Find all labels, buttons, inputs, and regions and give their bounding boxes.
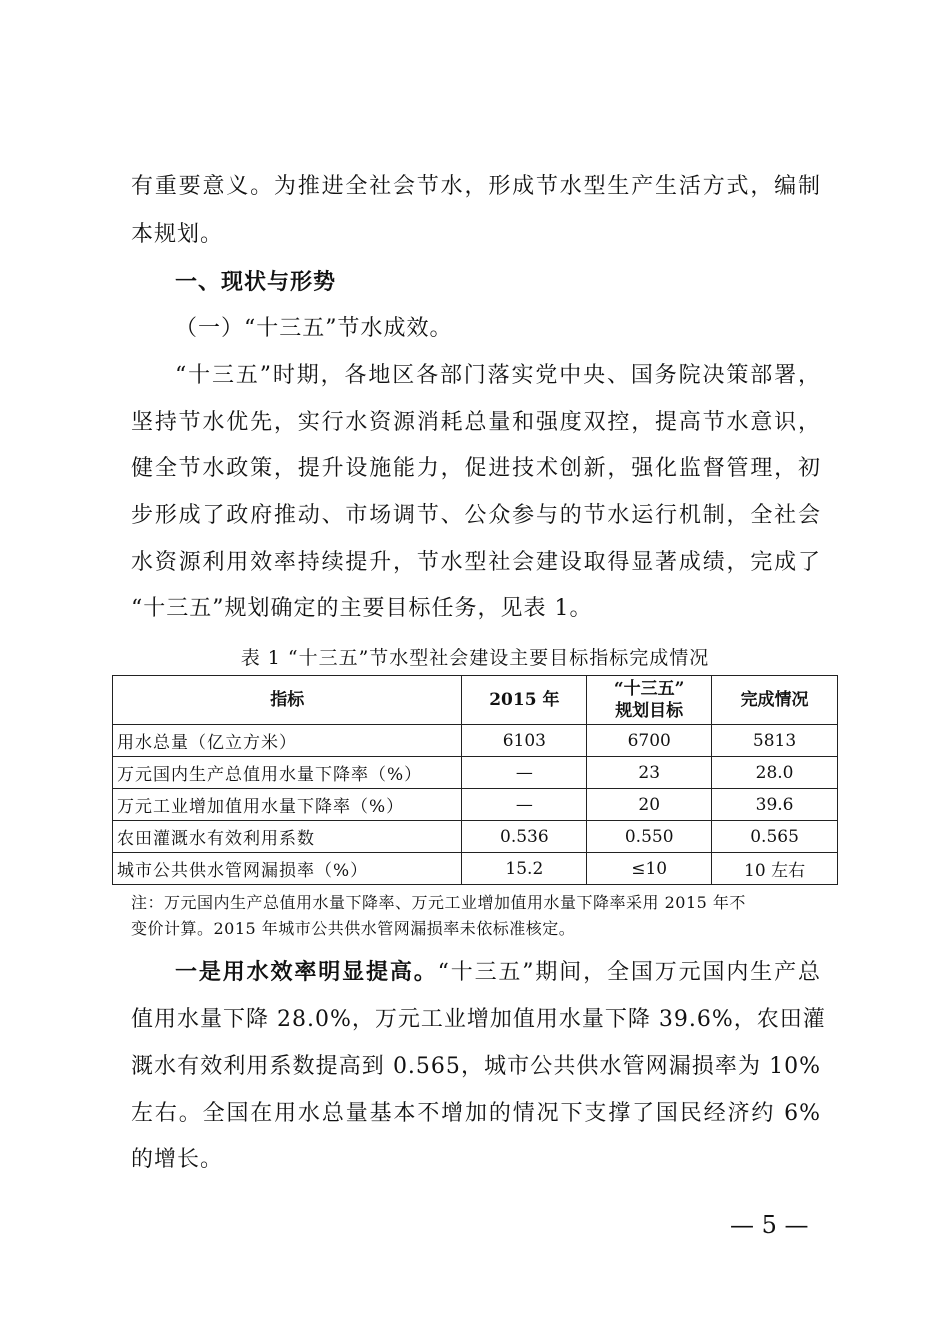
paragraph1-line-2: 坚持节水优先，实行水资源消耗总量和强度双控，提高节水意识， [131,410,821,435]
table-row [113,757,838,789]
cell-status: 5813 [712,725,838,757]
cell-2015: 0.536 [462,821,587,853]
cell-2015: 6103 [462,725,587,757]
targets-table [112,675,838,885]
paragraph2-line-3: 溉水有效利用系数提高到 0.565，城市公共供水管网漏损率为 10% [131,1054,821,1079]
cell-2015: 15.2 [462,853,587,885]
paragraph1-line-1: “十三五”时期，各地区各部门落实党中央、国务院决策部署， [175,363,821,388]
header-target-line-1: “十三五” [613,679,685,699]
cell-target: ≤10 [587,853,712,885]
cell-target: 23 [587,757,712,789]
paragraph1-line-4: 步形成了政府推动、市场调节、公众参与的节水运行机制，全社会 [131,503,821,528]
cell-2015: — [462,757,587,789]
page-number: — 5 — [730,1211,809,1239]
header-target [587,676,712,725]
paragraph2-line-1 [175,950,821,996]
table-note [131,890,821,942]
cell-indicator: 万元工业增加值用水量下降率（%） [113,789,462,821]
paragraph1-line-6: “十三五”规划确定的主要目标任务，见表 1。 [131,596,593,621]
cell-2015: — [462,789,587,821]
table-note-line-1: 注：万元国内生产总值用水量下降率、万元工业增加值用水量下降率采用 2015 年不 [131,893,746,912]
cell-target: 6700 [587,725,712,757]
paragraph1-line-5: 水资源利用效率持续提升，节水型社会建设取得显著成绩，完成了 [131,550,821,575]
cell-indicator: 城市公共供水管网漏损率（%） [113,853,462,885]
cell-indicator: 用水总量（亿立方米） [113,725,462,757]
table-row [113,725,838,757]
table-row [113,821,838,853]
intro-line-1: 有重要意义。为推进全社会节水，形成节水型生产生活方式，编制 [131,174,821,199]
header-status: 完成情况 [712,676,838,725]
header-2015: 2015 年 [462,676,587,725]
cell-indicator: 农田灌溉水有效利用系数 [113,821,462,853]
intro-line-2: 本规划。 [131,222,224,247]
cell-status: 39.6 [712,789,838,821]
paragraph2-lead: 一是用水效率明显提高。 [175,960,438,985]
table-row [113,789,838,821]
table-caption: 表 1 “十三五”节水型社会建设主要目标指标完成情况 [240,647,710,669]
cell-status: 0.565 [712,821,838,853]
table-header-row [113,676,838,725]
section-heading: 一、现状与形势 [175,270,337,295]
cell-target: 20 [587,789,712,821]
paragraph2-line-5: 的增长。 [131,1147,224,1172]
paragraph2-line-4: 左右。全国在用水总量基本不增加的情况下支撑了国民经济约 6% [131,1101,821,1126]
table-row [113,853,838,885]
header-indicator: 指标 [113,676,462,725]
cell-status: 10 左右 [712,853,838,885]
cell-status: 28.0 [712,757,838,789]
header-target-line-2: 规划目标 [615,701,684,721]
paragraph2-line-1-rest: “十三五”期间，全国万元国内生产总 [437,960,821,985]
paragraph2-line-2: 值用水量下降 28.0%，万元工业增加值用水量下降 39.6%，农田灌 [131,1007,826,1032]
paragraph1-line-3: 健全节水政策，提升设施能力，促进技术创新，强化监督管理，初 [131,456,821,481]
cell-target: 0.550 [587,821,712,853]
table-note-line-2: 变价计算。2015 年城市公共供水管网漏损率未依标准核定。 [131,919,576,938]
cell-indicator: 万元国内生产总值用水量下降率（%） [113,757,462,789]
subsection-heading: （一）“十三五”节水成效。 [175,316,453,341]
